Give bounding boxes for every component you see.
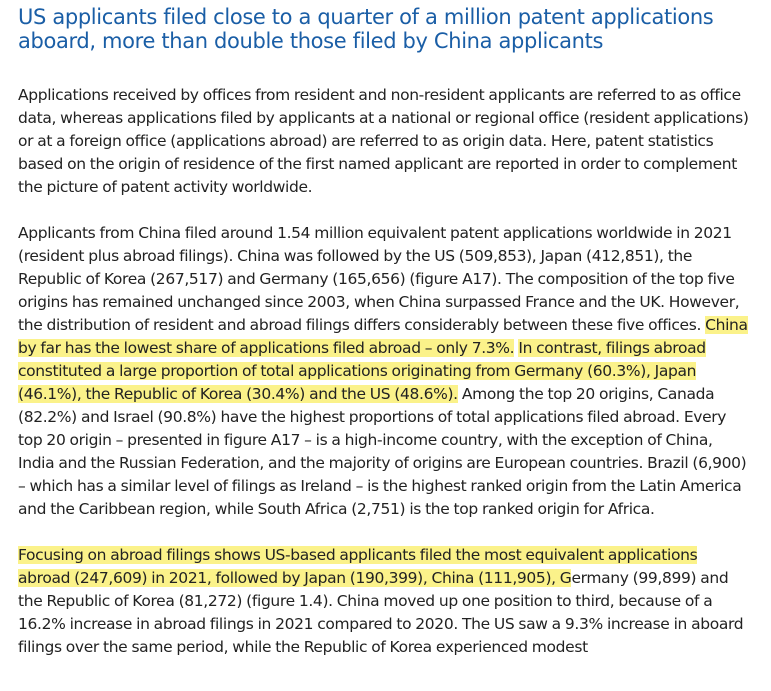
paragraph-text: Applicants from China filed around 1.54 million equivalent patent applications worldwide in 2021 (resident plus abroad filings). China was followed by the US (509,853), Japan (412,851), the Republic of Korea (267,517) and Germany (165,656) (figure A17). The composition of the top five origins has remained unchanged since 2003, when China surpassed France and the UK. However, the distribution of resident and abroad filings differs considerably between these five offices. xyxy=(18,224,740,334)
highlighted-text: In contrast, filings abroad constituted a large proportion of total applications originating from Germany (60.3%), Japan (46.1%), the Republic of Korea (30.4%) and the US (48.6%). xyxy=(18,339,706,403)
paragraph-abroad-filings xyxy=(18,544,751,659)
highlighted-text: China by far has the lowest share of applications filed abroad – only 7.3%. xyxy=(18,316,748,357)
highlighted-text: Focusing on abroad filings shows US-based applicants filed the most equivalent applications abroad (247,609) in 2021, followed by Japan (190,399), China (111,905), G xyxy=(18,546,698,587)
page-title: US applicants filed close to a quarter of a million patent applications aboard, more than double those filed by China applicants xyxy=(18,5,714,53)
paragraph-text: ermany (99,899) and the Republic of Korea (81,272) (figure 1.4). China moved up one position to third, because of a 16.2% increase in abroad filings in 2021 compared to 2020. The US saw a 9.3% increase in aboard filings over the same period, while the Republic of Korea experienced modest xyxy=(18,569,744,656)
paragraph-top-origins xyxy=(18,222,751,521)
paragraph-text: Among the top 20 origins, Canada (82.2%) and Israel (90.8%) have the highest proportions of total applications filed abroad. Every top 20 origin – presented in figure A17 – is a high-income country, with the exception of China, India and the Russian Federation, and the majority of origins are European countries. Brazil (6,900) – which has a similar level of filings as Ireland – is the highest ranked origin from the Latin America and the Caribbean region, while South Africa (2,751) is the top ranked origin for Africa. xyxy=(18,385,747,518)
paragraph-origin-data: Applications received by offices from resident and non-resident applicants are referred to as office data, whereas applications filed by applicants at a national or regional office (resident applications) or at a foreign office (applications abroad) are referred to as origin data. Here, patent statistics based on the origin of residence of the first named applicant are reported in order to complement the picture of patent activity worldwide. xyxy=(18,86,749,196)
